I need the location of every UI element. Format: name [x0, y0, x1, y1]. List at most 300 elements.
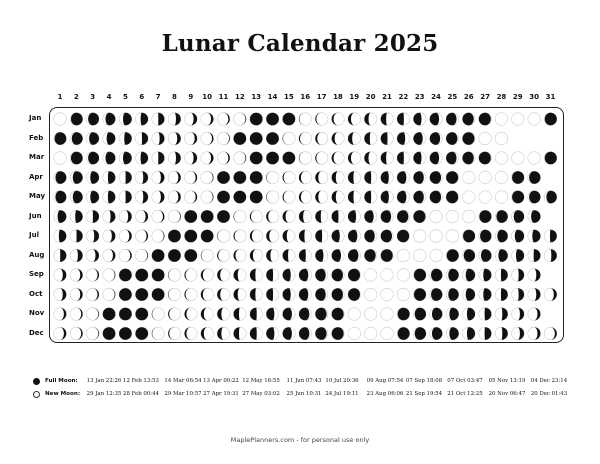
moon-phase-icon	[381, 288, 394, 301]
moon-phase-icon	[446, 191, 459, 204]
moon-phase-icon	[283, 249, 296, 262]
moon-phase-icon	[332, 249, 345, 262]
moon-phase-icon	[413, 113, 426, 126]
moon-phase-icon	[266, 152, 279, 165]
moon-phase-icon	[528, 269, 541, 282]
moon-phase-icon	[250, 152, 263, 165]
moon-phase-icon	[381, 249, 394, 262]
moon-phase-icon	[381, 230, 394, 243]
full-date: 12 May 16:55	[242, 378, 280, 384]
day-number: 13	[251, 93, 262, 101]
moon-phase-icon	[119, 269, 132, 282]
moon-phase-icon	[86, 132, 99, 145]
month-label: Dec	[29, 328, 44, 337]
footer-note: MaplePlanners.com - for personal use only	[230, 436, 370, 444]
moon-phase-icon	[266, 249, 279, 262]
new-date: 21 Sep 19:54	[405, 391, 443, 397]
moon-phase-icon	[86, 210, 99, 223]
moon-phase-icon	[119, 327, 132, 340]
moon-phase-icon	[528, 152, 541, 165]
new-date: 29 Mar 10:57	[164, 391, 202, 397]
moon-phase-icon	[479, 152, 492, 165]
moon-phase-icon	[397, 308, 410, 321]
moon-phase-icon	[266, 132, 279, 145]
moon-phase-icon	[234, 171, 247, 184]
moon-phase-icon	[168, 191, 181, 204]
moon-phase-icon	[103, 113, 116, 126]
day-number: 15	[284, 93, 294, 101]
moon-phase-icon	[446, 171, 459, 184]
moon-phase-icon	[299, 288, 312, 301]
moon-phase-icon	[185, 113, 198, 126]
day-number: 18	[333, 93, 343, 101]
full-date: 13 Jan 22:26	[86, 378, 122, 384]
moon-phase-icon	[364, 191, 377, 204]
moon-phase-icon	[201, 132, 214, 145]
day-number: 11	[218, 93, 229, 101]
day-number: 30	[529, 93, 540, 101]
day-number: 20	[365, 93, 376, 101]
moon-phase-icon	[512, 288, 525, 301]
moon-phase-icon	[201, 288, 214, 301]
moon-phase-icon	[86, 113, 99, 126]
moon-phase-icon	[512, 230, 525, 243]
moon-phase-icon	[299, 327, 312, 340]
moon-phase-icon	[70, 249, 83, 262]
moon-phase-icon	[135, 230, 148, 243]
moon-phase-icon	[315, 308, 328, 321]
day-number: 31	[545, 93, 556, 101]
moon-phase-icon	[332, 269, 345, 282]
day-number: 19	[349, 93, 360, 101]
moon-phase-icon	[315, 288, 328, 301]
moon-phase-icon	[250, 230, 263, 243]
day-number: 1	[57, 93, 63, 101]
moon-phase-icon	[250, 327, 263, 340]
moon-phase-icon	[315, 191, 328, 204]
full-date: 07 Sep 18:08	[405, 378, 443, 384]
moon-phase-icon	[299, 269, 312, 282]
moon-phase-icon	[217, 327, 230, 340]
full-date: 10 Jul 20:36	[325, 378, 359, 384]
moon-phase-icon	[413, 288, 426, 301]
moon-phase-icon	[299, 152, 312, 165]
moon-phase-icon	[266, 171, 279, 184]
moon-phase-icon	[446, 288, 459, 301]
moon-phase-icon	[185, 230, 198, 243]
moon-phase-icon	[332, 210, 345, 223]
moon-phase-icon	[70, 152, 83, 165]
moon-phase-icon	[70, 132, 83, 145]
month-label: Apr	[29, 172, 43, 181]
moon-phase-icon	[86, 152, 99, 165]
moon-phase-icon	[185, 288, 198, 301]
moon-phase-icon	[201, 191, 214, 204]
day-number: 12	[234, 93, 245, 101]
moon-phase-icon	[234, 132, 247, 145]
moon-phase-icon	[86, 288, 99, 301]
moon-phase-icon	[381, 132, 394, 145]
moon-phase-icon	[397, 152, 410, 165]
moon-phase-icon	[135, 210, 148, 223]
moon-phase-icon	[446, 269, 459, 282]
moon-phase-icon	[348, 308, 361, 321]
moon-phase-icon	[168, 308, 181, 321]
moon-phase-icon	[234, 288, 247, 301]
moon-phase-icon	[364, 113, 377, 126]
moon-phase-icon	[201, 230, 214, 243]
moon-phase-icon	[135, 171, 148, 184]
moon-phase-icon	[168, 132, 181, 145]
moon-phase-icon	[103, 230, 116, 243]
day-number: 9	[188, 93, 194, 101]
month-label: Jul	[29, 231, 39, 239]
month-label: May	[29, 192, 46, 200]
moon-phase-icon	[103, 171, 116, 184]
moon-phase-icon	[381, 327, 394, 340]
moon-phase-icon	[250, 249, 263, 262]
moon-phase-icon	[168, 269, 181, 282]
moon-phase-icon	[495, 230, 508, 243]
moon-phase-icon	[348, 113, 361, 126]
moon-phase-icon	[168, 249, 181, 262]
moon-phase-icon	[544, 230, 557, 243]
moon-phase-icon	[266, 269, 279, 282]
day-number: 23	[414, 93, 425, 101]
day-number: 16	[300, 93, 311, 101]
moon-phase-icon	[201, 327, 214, 340]
moon-phase-icon	[217, 269, 230, 282]
moon-phase-icon	[185, 308, 198, 321]
new-date: 20 Nov 06:47	[488, 391, 526, 397]
moon-phase-icon	[332, 230, 345, 243]
moon-phase-icon	[54, 113, 67, 126]
moon-phase-icon	[348, 269, 361, 282]
moon-phase-icon	[430, 152, 443, 165]
moon-phase-icon	[217, 132, 230, 145]
moon-phase-icon	[397, 230, 410, 243]
moon-phase-icon	[544, 288, 557, 301]
moon-phase-icon	[119, 210, 132, 223]
moon-phase-icon	[348, 327, 361, 340]
moon-phase-icon	[185, 132, 198, 145]
day-number: 10	[202, 93, 213, 101]
moon-phase-icon	[479, 308, 492, 321]
moon-phase-icon	[446, 249, 459, 262]
moon-phase-icon	[364, 210, 377, 223]
moon-phase-icon	[479, 269, 492, 282]
moon-phase-icon	[185, 152, 198, 165]
moon-phase-icon	[544, 191, 557, 204]
moon-phase-icon	[86, 249, 99, 262]
moon-phase-icon	[381, 308, 394, 321]
moon-phase-icon	[495, 249, 508, 262]
moon-phase-icon	[266, 210, 279, 223]
moon-phase-icon	[70, 113, 83, 126]
moon-phase-icon	[135, 308, 148, 321]
day-number: 4	[106, 93, 112, 101]
moon-phase-icon	[512, 327, 525, 340]
month-label: Mar	[29, 153, 45, 161]
new-date: 29 Jan 12:35	[86, 391, 122, 397]
moon-phase-icon	[446, 230, 459, 243]
moon-phase-icon	[528, 308, 541, 321]
moon-phase-icon	[479, 230, 492, 243]
month-label: Jun	[29, 211, 42, 220]
new-moon-icon	[33, 391, 40, 398]
moon-phase-icon	[54, 269, 67, 282]
moon-phase-icon	[381, 171, 394, 184]
moon-phase-icon	[495, 132, 508, 145]
moon-phase-icon	[70, 269, 83, 282]
moon-phase-icon	[54, 308, 67, 321]
moon-phase-icon	[495, 269, 508, 282]
moon-phase-icon	[479, 327, 492, 340]
moon-phase-icon	[462, 269, 475, 282]
moon-phase-icon	[430, 210, 443, 223]
day-number: 14	[267, 93, 278, 101]
moon-phase-icon	[512, 152, 525, 165]
moon-phase-icon	[332, 308, 345, 321]
moon-phase-icon	[103, 191, 116, 204]
moon-phase-icon	[479, 210, 492, 223]
moon-phase-icon	[381, 269, 394, 282]
moon-phase-icon	[217, 210, 230, 223]
moon-phase-icon	[495, 327, 508, 340]
moon-phase-icon	[299, 132, 312, 145]
moon-phase-icon	[495, 308, 508, 321]
moon-phase-icon	[217, 249, 230, 262]
moon-phase-icon	[168, 113, 181, 126]
moon-phase-icon	[479, 132, 492, 145]
moon-phase-icon	[119, 191, 132, 204]
moon-phase-icon	[217, 113, 230, 126]
moon-phase-icon	[315, 152, 328, 165]
day-number: 17	[316, 93, 327, 101]
new-date: 27 Apr 19:31	[203, 391, 239, 397]
moon-phase-icon	[86, 230, 99, 243]
moon-phase-icon	[266, 308, 279, 321]
moon-phase-icon	[512, 308, 525, 321]
moon-phase-icon	[103, 249, 116, 262]
moon-phase-icon	[119, 132, 132, 145]
moon-phase-icon	[135, 288, 148, 301]
moon-phase-icon	[299, 249, 312, 262]
moon-phase-icon	[397, 288, 410, 301]
moon-phase-icon	[413, 327, 426, 340]
moon-phase-icon	[544, 249, 557, 262]
full-date: 11 Jun 07:43	[286, 378, 322, 384]
moon-phase-icon	[348, 152, 361, 165]
moon-phase-icon	[462, 327, 475, 340]
moon-phase-icon	[283, 308, 296, 321]
moon-phase-icon	[185, 171, 198, 184]
moon-phase-icon	[152, 132, 165, 145]
moon-phase-icon	[462, 288, 475, 301]
moon-phase-icon	[217, 152, 230, 165]
full-date: 14 Mar 06:54	[164, 378, 202, 384]
moon-phase-icon	[152, 171, 165, 184]
moon-phase-icon	[528, 191, 541, 204]
moon-phase-icon	[119, 171, 132, 184]
moon-phase-icon	[152, 210, 165, 223]
moon-phase-icon	[364, 230, 377, 243]
moon-phase-icon	[70, 288, 83, 301]
moon-phase-icon	[119, 249, 132, 262]
day-number: 24	[431, 93, 441, 101]
moon-phase-icon	[70, 171, 83, 184]
moon-phase-icon	[54, 191, 67, 204]
moon-phase-icon	[185, 327, 198, 340]
moon-phase-icon	[266, 288, 279, 301]
day-number: 7	[155, 93, 161, 101]
moon-phase-icon	[299, 230, 312, 243]
moon-phase-icon	[348, 171, 361, 184]
moon-phase-icon	[430, 308, 443, 321]
moon-phase-icon	[217, 230, 230, 243]
moon-phase-icon	[135, 152, 148, 165]
moon-phase-icon	[462, 152, 475, 165]
moon-phase-icon	[119, 308, 132, 321]
moon-phase-icon	[152, 152, 165, 165]
moon-phase-icon	[544, 152, 557, 165]
moon-phase-icon	[430, 132, 443, 145]
moon-phase-icon	[168, 171, 181, 184]
moon-phase-icon	[397, 113, 410, 126]
moon-phase-icon	[462, 249, 475, 262]
moon-phase-icon	[201, 152, 214, 165]
moon-phase-icon	[185, 191, 198, 204]
moon-phase-icon	[86, 171, 99, 184]
day-number: 5	[122, 93, 128, 101]
moon-phase-icon	[266, 113, 279, 126]
moon-phase-icon	[70, 210, 83, 223]
moon-phase-icon	[54, 230, 67, 243]
moon-phase-icon	[430, 191, 443, 204]
moon-phase-icon	[413, 249, 426, 262]
moon-phase-icon	[152, 249, 165, 262]
moon-phase-icon	[315, 230, 328, 243]
moon-phase-icon	[234, 191, 247, 204]
moon-phase-icon	[528, 230, 541, 243]
moon-phase-icon	[201, 249, 214, 262]
moon-phase-icon	[54, 171, 67, 184]
moon-phase-icon	[86, 191, 99, 204]
moon-phase-icon	[283, 132, 296, 145]
moon-phase-icon	[185, 269, 198, 282]
moon-phase-icon	[446, 308, 459, 321]
moon-phase-icon	[364, 288, 377, 301]
moon-phase-icon	[103, 269, 116, 282]
moon-phase-icon	[250, 269, 263, 282]
moon-phase-icon	[364, 269, 377, 282]
moon-phase-icon	[185, 210, 198, 223]
moon-phase-icon	[283, 230, 296, 243]
moon-phase-icon	[135, 191, 148, 204]
moon-phase-icon	[430, 288, 443, 301]
moon-phase-icon	[299, 210, 312, 223]
month-label: Feb	[29, 133, 44, 142]
moon-phase-icon	[512, 171, 525, 184]
moon-phase-icon	[512, 269, 525, 282]
moon-phase-icon	[446, 210, 459, 223]
moon-phase-icon	[528, 288, 541, 301]
new-date: 25 Jun 10:31	[286, 391, 322, 397]
moon-phase-icon	[234, 249, 247, 262]
day-number: 8	[172, 93, 177, 101]
moon-phase-icon	[495, 191, 508, 204]
moon-phase-icon	[397, 191, 410, 204]
moon-phase-icon	[119, 113, 132, 126]
moon-phase-icon	[283, 152, 296, 165]
moon-phase-icon	[70, 327, 83, 340]
moon-phase-icon	[446, 327, 459, 340]
month-label: Sep	[29, 270, 44, 278]
moon-phase-icon	[54, 132, 67, 145]
moon-phase-icon	[479, 113, 492, 126]
moon-phase-icon	[217, 308, 230, 321]
month-label: Oct	[29, 289, 43, 298]
moon-phase-icon	[348, 288, 361, 301]
moon-phase-icon	[86, 327, 99, 340]
moon-phase-icon	[462, 230, 475, 243]
moon-phase-icon	[430, 230, 443, 243]
moon-phase-icon	[364, 152, 377, 165]
moon-phase-icon	[528, 113, 541, 126]
moon-phase-icon	[430, 113, 443, 126]
moon-phase-icon	[332, 132, 345, 145]
moon-phase-icon	[462, 171, 475, 184]
moon-phase-icon	[364, 327, 377, 340]
day-number: 29	[512, 93, 523, 101]
moon-phase-icon	[446, 152, 459, 165]
moon-phase-icon	[250, 288, 263, 301]
moon-phase-icon	[397, 132, 410, 145]
moon-phase-icon	[315, 210, 328, 223]
moon-phase-icon	[201, 113, 214, 126]
moon-phase-icon	[152, 327, 165, 340]
moon-phase-icon	[413, 191, 426, 204]
full-moon-label: Full Moon:	[45, 378, 78, 384]
new-date: 21 Oct 12:25	[447, 391, 483, 397]
day-number: 26	[463, 93, 474, 101]
moon-phase-icon	[512, 210, 525, 223]
moon-phase-icon	[348, 132, 361, 145]
moon-phase-icon	[397, 171, 410, 184]
full-date: 09 Aug 07:54	[366, 378, 404, 384]
moon-phase-icon	[152, 191, 165, 204]
day-number: 21	[382, 93, 392, 101]
moon-phase-icon	[315, 269, 328, 282]
moon-phase-icon	[364, 249, 377, 262]
moon-phase-icon	[479, 249, 492, 262]
moon-phase-icon	[315, 113, 328, 126]
moon-phase-icon	[234, 308, 247, 321]
moon-phase-icon	[201, 269, 214, 282]
day-number: 27	[480, 93, 490, 101]
moon-phase-icon	[201, 210, 214, 223]
moon-phase-icon	[381, 113, 394, 126]
moon-phase-icon	[462, 191, 475, 204]
moon-phase-icon	[250, 132, 263, 145]
moon-phase-icon	[152, 288, 165, 301]
moon-phase-icon	[250, 210, 263, 223]
moon-phase-icon	[544, 327, 557, 340]
moon-phase-icon	[364, 132, 377, 145]
moon-phase-icon	[364, 308, 377, 321]
moon-phase-icon	[528, 327, 541, 340]
moon-phase-icon	[152, 269, 165, 282]
